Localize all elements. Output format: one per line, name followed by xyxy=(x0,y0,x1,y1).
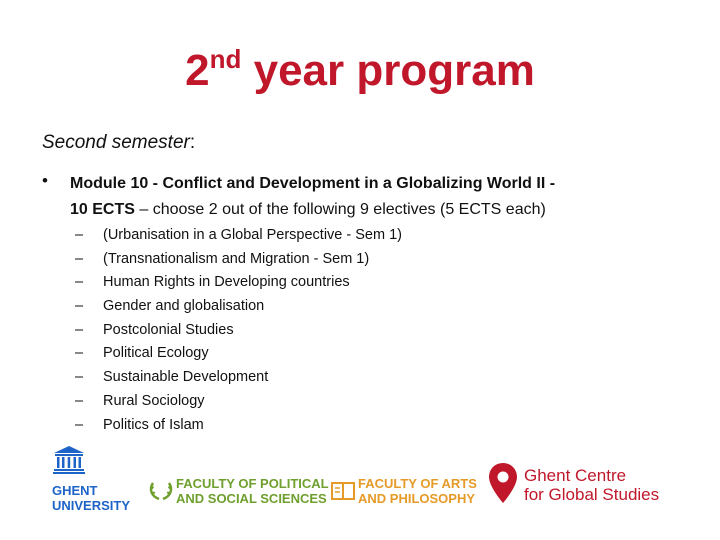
political-wordmark xyxy=(176,476,329,506)
semester-heading xyxy=(42,132,195,154)
global-wordmark xyxy=(524,466,659,504)
dash-marker: – xyxy=(75,298,84,315)
dash-marker: – xyxy=(75,250,84,267)
dash-marker: – xyxy=(75,369,84,386)
elective-label: Postcolonial Studies xyxy=(103,321,234,338)
title-superscript: nd xyxy=(209,44,242,74)
political-line-1: FACULTY OF POLITICAL xyxy=(176,476,329,491)
dash-marker: – xyxy=(75,392,84,409)
book-icon xyxy=(330,479,356,503)
dash-marker: – xyxy=(75,345,84,362)
map-pin-icon xyxy=(488,462,518,504)
dash-marker: – xyxy=(75,227,84,243)
elective-label: Political Ecology xyxy=(103,345,209,362)
module-description xyxy=(70,171,660,223)
ugent-line-2: UNIVERSITY xyxy=(52,498,131,513)
elective-label: Human Rights in Developing countries xyxy=(103,274,350,291)
module-line-1: Module 10 - Conflict and Development in a Globalizing World II - xyxy=(70,175,556,192)
political-line-2: AND SOCIAL SCIENCES xyxy=(176,491,327,506)
arts-wordmark xyxy=(358,476,477,506)
dash-marker: – xyxy=(75,416,84,433)
elective-label: Politics of Islam xyxy=(103,416,204,433)
ugent-line-1: GHENT xyxy=(52,483,98,498)
elective-label: Gender and globalisation xyxy=(103,298,265,315)
page-title xyxy=(0,46,720,93)
module-ects: 10 ECTS xyxy=(70,201,135,218)
elective-label: Sustainable Development xyxy=(103,369,269,386)
elective-label: Rural Sociology xyxy=(103,392,205,409)
arts-line-1: FACULTY OF ARTS xyxy=(358,476,477,491)
semester-colon: : xyxy=(189,132,196,153)
module-instruction: – choose 2 out of the following 9 electives (5 ECTS each) xyxy=(134,201,546,218)
ugent-wordmark xyxy=(52,483,132,513)
arts-line-2: AND PHILOSOPHY xyxy=(358,491,476,506)
title-rest: year program xyxy=(241,46,535,95)
module-line-2 xyxy=(70,197,660,223)
logo-bar xyxy=(0,440,720,520)
dash-marker: – xyxy=(75,274,84,291)
bullet-dot: • xyxy=(42,171,48,190)
elective-label: (Urbanisation in a Global Perspective - Sem 1) xyxy=(103,227,402,243)
elective-label: (Transnationalism and Migration - Sem 1) xyxy=(103,250,370,267)
title-ordinal: 2 xyxy=(185,46,210,95)
global-line-1: Ghent Centre xyxy=(524,466,627,485)
ghent-university-logo xyxy=(52,444,132,513)
semester-label: Second semester xyxy=(42,132,190,153)
global-line-2: for Global Studies xyxy=(524,485,660,504)
laurel-icon xyxy=(148,479,174,503)
dash-marker: – xyxy=(75,321,84,338)
university-building-icon xyxy=(52,444,86,474)
